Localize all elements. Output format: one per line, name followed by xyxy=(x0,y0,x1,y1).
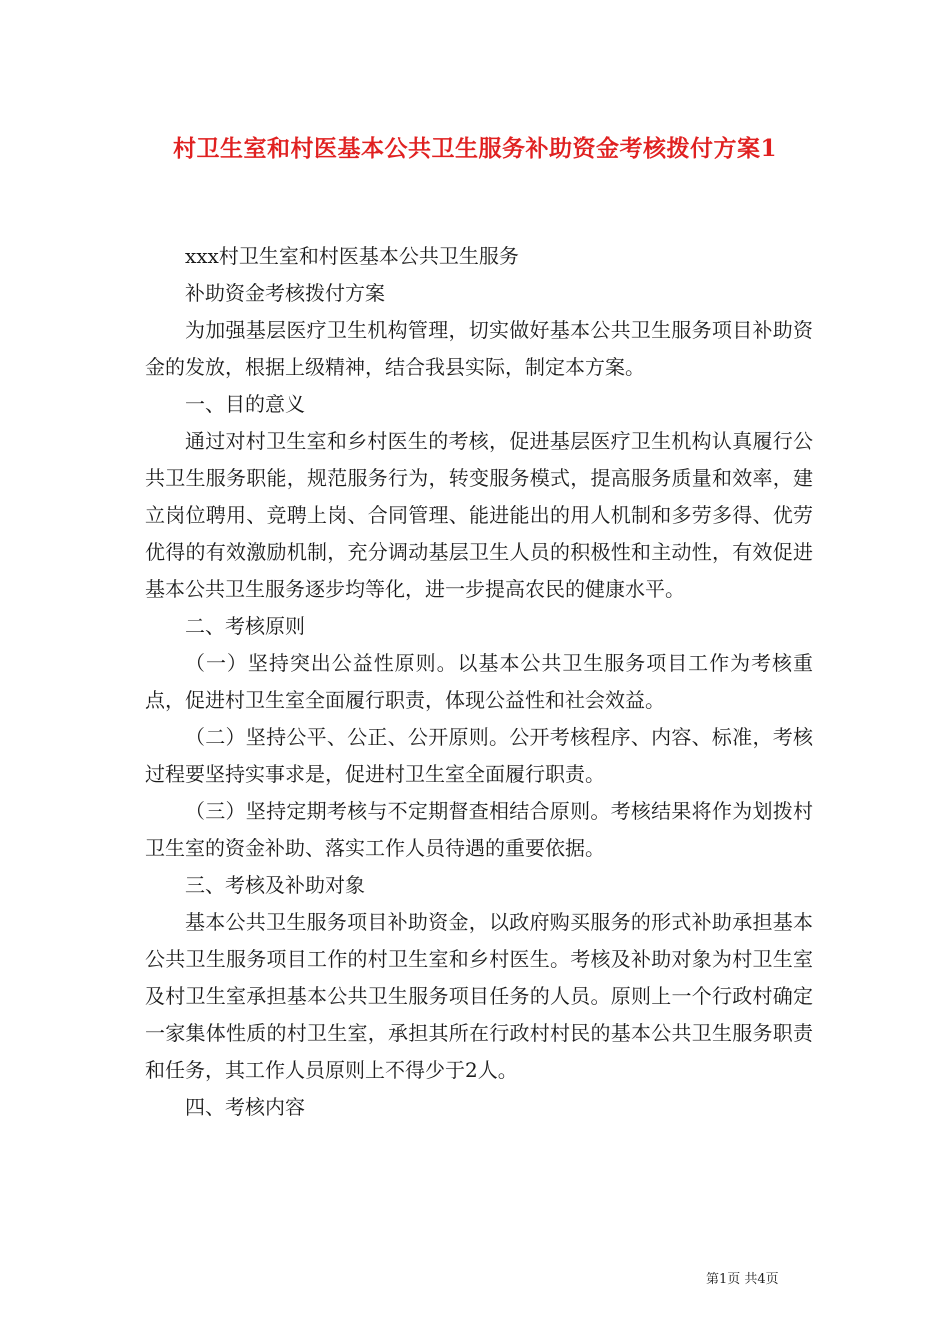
page-number: 第1页 共4页 xyxy=(706,1272,779,1287)
section-heading-1: 一、目的意义 xyxy=(185,392,305,416)
document-body xyxy=(145,238,813,1126)
section-heading-2: 二、考核原则 xyxy=(185,614,305,638)
paragraph-principle-2: （二）坚持公平、公正、公开原则。公开考核程序、内容、标准，考核过程要坚持实事求是，促进村卫生室全面履行职责。 xyxy=(145,725,813,786)
paragraph-heading-line-2: 补助资金考核拨付方案 xyxy=(185,281,385,305)
section-heading-4: 四、考核内容 xyxy=(185,1095,305,1119)
paragraph-principle-1: （一）坚持突出公益性原则。以基本公共卫生服务项目工作为考核重点，促进村卫生室全面履行职责，体现公益性和社会效益。 xyxy=(145,651,813,712)
paragraph-subjects: 基本公共卫生服务项目补助资金，以政府购买服务的形式补助承担基本公共卫生服务项目工作的村卫生室和乡村医生。考核及补助对象为村卫生室及村卫生室承担基本公共卫生服务项目任务的人员。原则上一个行政村确定一家集体性质的村卫生室，承担其所在行政村村民的基本公共卫生服务职责和任务，其工作人员原则上不得少于2人。 xyxy=(145,910,813,1082)
paragraph-heading-line-1: xxx村卫生室和村医基本公共卫生服务 xyxy=(185,244,519,268)
paragraph-intro: 为加强基层医疗卫生机构管理，切实做好基本公共卫生服务项目补助资金的发放，根据上级精神，结合我县实际，制定本方案。 xyxy=(145,318,813,379)
paragraph-purpose: 通过对村卫生室和乡村医生的考核，促进基层医疗卫生机构认真履行公共卫生服务职能，规范服务行为，转变服务模式，提高服务质量和效率，建立岗位聘用、竞聘上岗、合同管理、能进能出的用人机制和多劳多得、优劳优得的有效激励机制，充分调动基层卫生人员的积极性和主动性，有效促进基本公共卫生服务逐步均等化，进一步提高农民的健康水平。 xyxy=(145,429,813,601)
document-title: 村卫生室和村医基本公共卫生服务补助资金考核拨付方案1 xyxy=(172,135,777,162)
section-heading-3: 三、考核及补助对象 xyxy=(185,873,365,897)
paragraph-principle-3: （三）坚持定期考核与不定期督查相结合原则。考核结果将作为划拨村卫生室的资金补助、落实工作人员待遇的重要依据。 xyxy=(145,799,813,860)
